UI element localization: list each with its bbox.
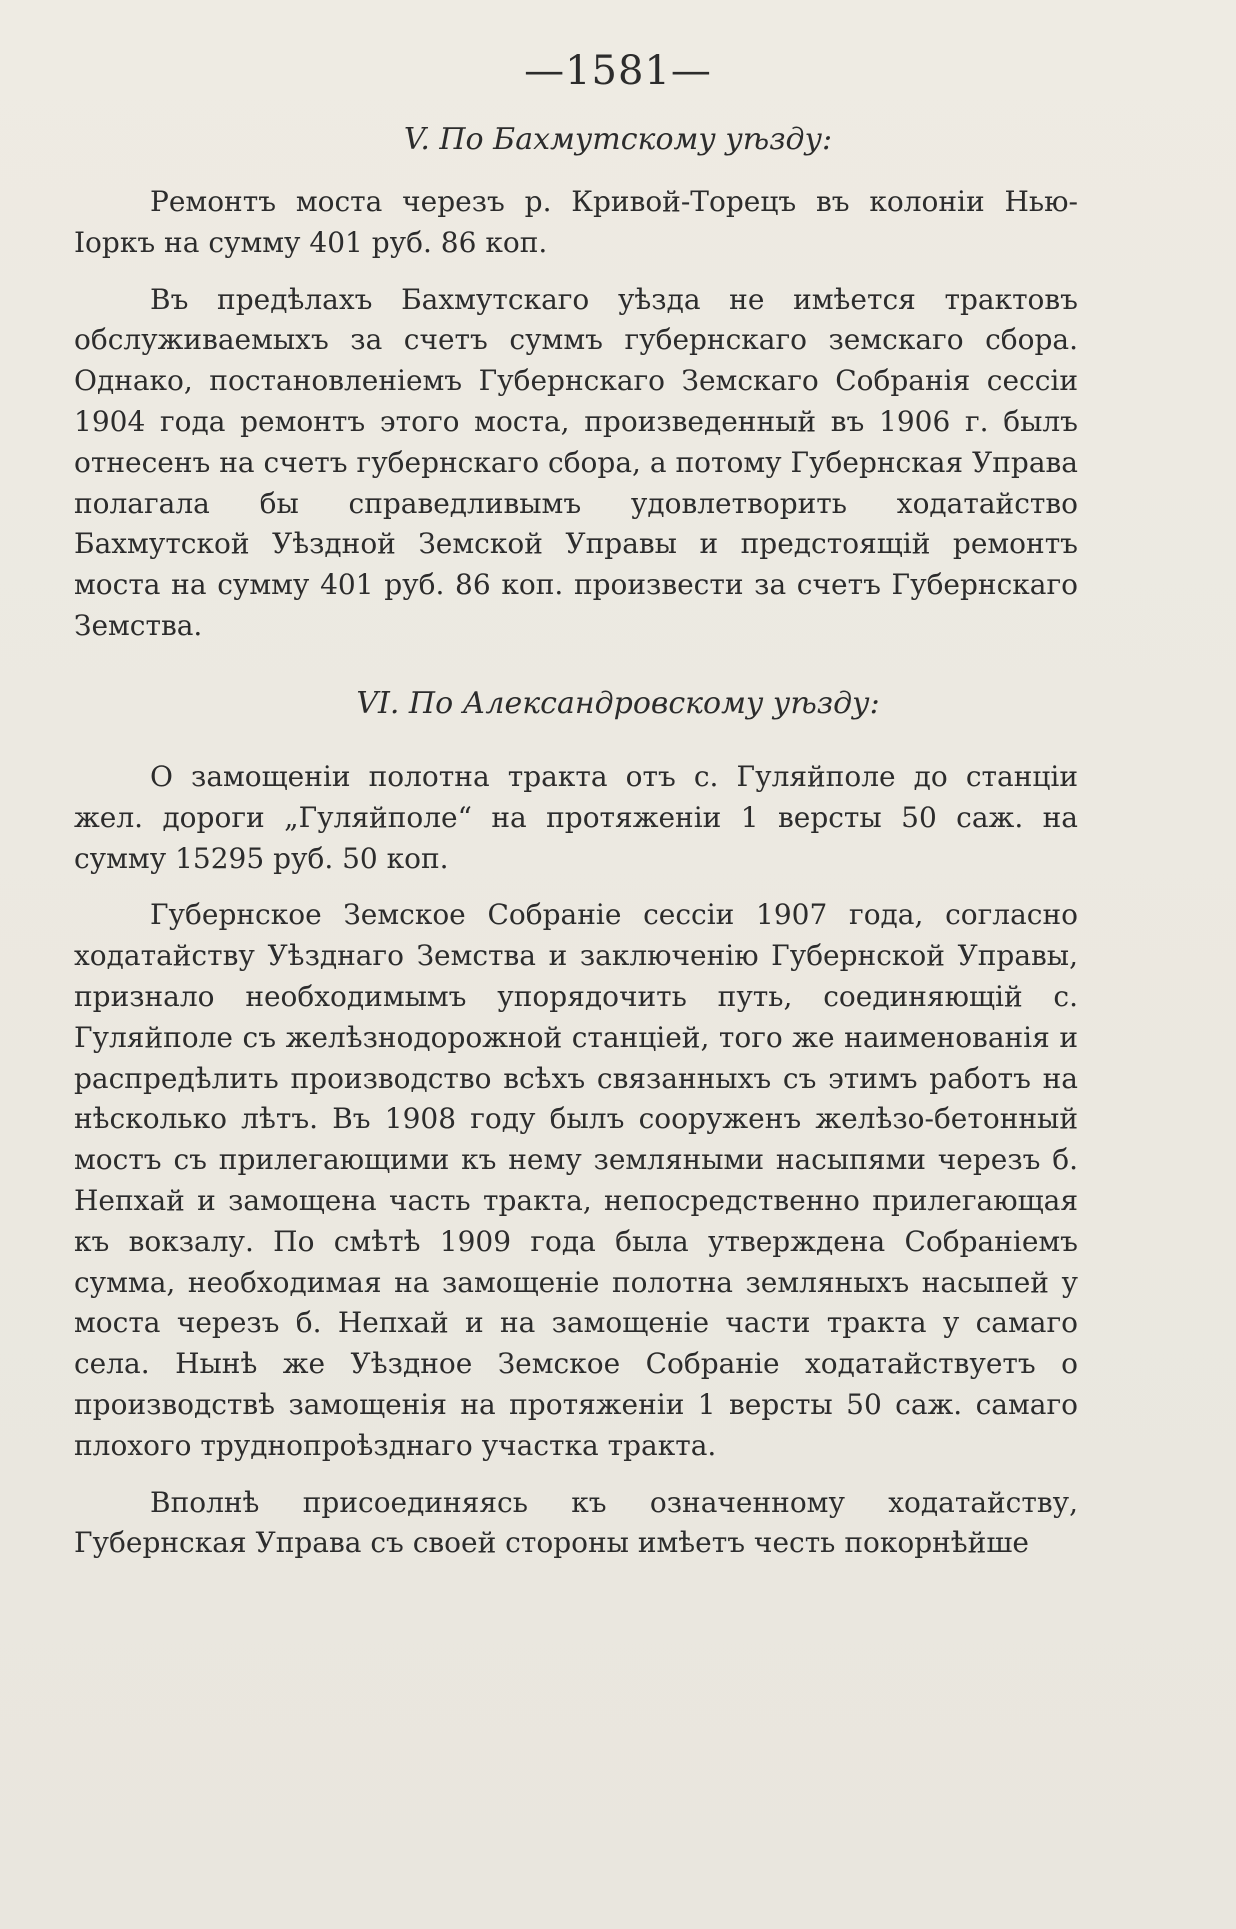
paragraph: Въ предѣлахъ Бахмутскаго уѣзда не имѣется трактовъ обслуживаемыхъ за счетъ суммъ губернскаго земскаго сбора. Однако, постановленіемъ Губернскаго Земскаго Собранія сессіи 1904 года ремонтъ этого моста, произведенный въ 1906 г. былъ отнесенъ на счетъ губернскаго сбора, а потому Губернская Управа полагала бы справедливымъ удовлетворить ходатайство Бахмутской Уѣздной Земской Управы и предстоящій ремонтъ моста на сумму 401 руб. 86 коп. произвести за счетъ Губернскаго Земства. (74, 282, 1078, 642)
section-body-aleksandrovsk (74, 757, 1078, 1564)
paragraph: Вполнѣ присоединяясь къ означенному ходатайству, Губернская Управа съ своей стороны имѣетъ честь покорнѣйше (74, 1485, 1078, 1560)
paragraph: О замощеніи полотна тракта отъ с. Гуляйполе до станціи жел. дороги „Гуляйполе“ на протяженіи 1 версты 50 саж. на сумму 15295 руб. 50 коп. (74, 760, 1078, 875)
paragraph: Губернское Земское Собраніе сессіи 1907 года, согласно ходатайству Уѣзднаго Земства и заключенію Губернской Управы, признало необходимымъ упорядочить путь, соединяющій с. Гуляйполе съ желѣзнодорожной станціей, того же наименованія и распредѣлить производство всѣхъ связанныхъ съ этимъ работъ на нѣсколько лѣтъ. Въ 1908 году былъ сооруженъ желѣзо-бетонный мостъ съ прилегающими къ нему земляными насыпями черезъ б. Непхай и замощена часть тракта, непосредственно прилегающая къ вокзалу. По смѣтѣ 1909 года была утверждена Собраніемъ сумма, необходимая на замощеніе полотна земляныхъ насыпей у моста черезъ б. Непхай и на замощеніе части тракта у самаго села. Нынѣ же Уѣздное Земское Собраніе ходатайствуетъ о производствѣ замощенія на протяженіи 1 версты 50 саж. самаго плохого труднопроѣзднаго участка тракта. (74, 898, 1078, 1462)
section-body-bakhmut (74, 182, 1078, 647)
paragraph: Ремонтъ моста черезъ р. Кривой-Торецъ въ колоніи Нью-Іоркъ на сумму 401 руб. 86 коп. (74, 185, 1078, 259)
section-heading-bakhmut: V. По Бахмутскому уѣзду: (403, 122, 833, 157)
section-heading-aleksandrovsk: VI. По Александровскому уѣзду: (356, 686, 880, 721)
page-number: —1581— (524, 48, 712, 94)
